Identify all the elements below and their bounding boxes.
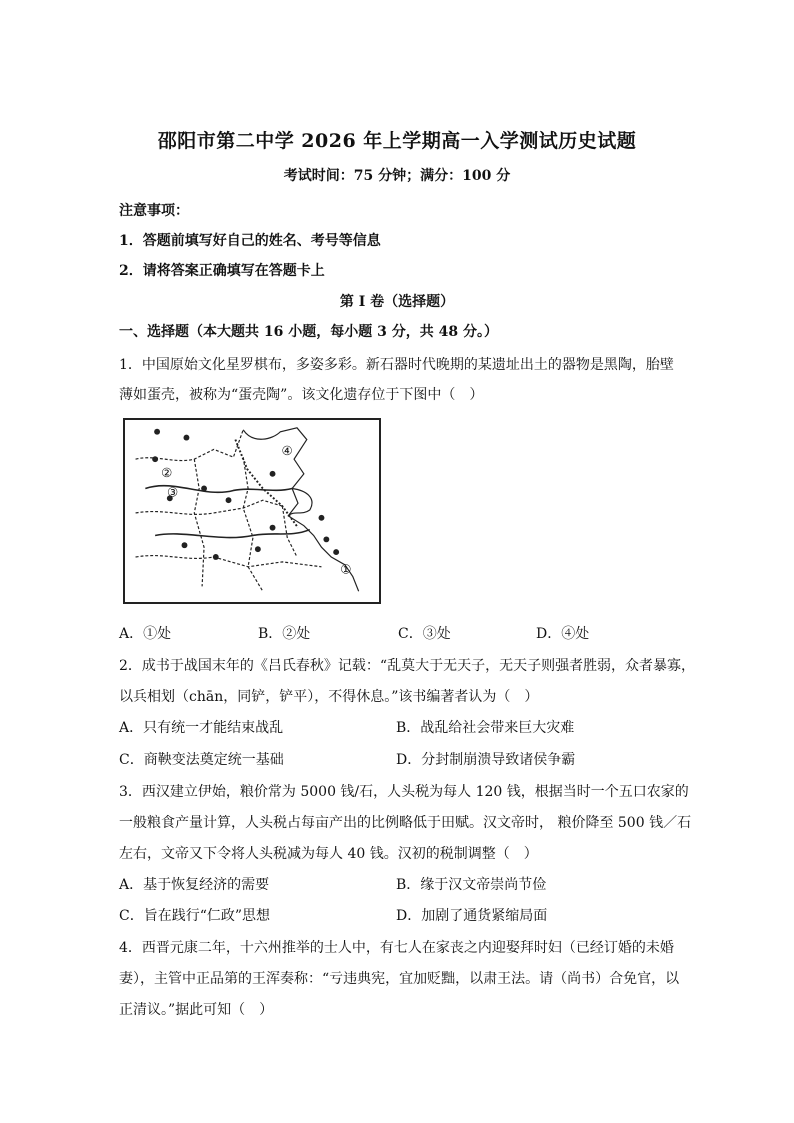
q1-option-a: A．①处 xyxy=(119,626,172,642)
question-4-text: 4．西晋元康二年，十六州推举的士人中，有七人在家丧之内迎娶拜时妇（已经订婚的未婚 xyxy=(119,940,674,956)
map-marker-3: ③ xyxy=(167,484,179,500)
question-1-text: 1．中国原始文化星罗棋布，多姿多彩。新石器时代晚期的某遗址出土的器物是黑陶，胎壁 xyxy=(119,357,674,373)
exam-subtitle: 考试时间：75 分钟；满分：100 分 xyxy=(283,168,511,184)
question-1-text: 薄如蛋壳，被称为“蛋壳陶”。该文化遗存位于下图中（ ） xyxy=(119,387,484,403)
question-4-text: 正清议。”据此可知（ ） xyxy=(119,1002,274,1018)
map-marker-2: ② xyxy=(161,464,173,480)
volume-heading: 第 I 卷（选择题） xyxy=(339,294,455,310)
q3-option-b: B．缘于汉文帝崇尚节俭 xyxy=(396,877,547,893)
q2-option-b: B．战乱给社会带来巨大灾难 xyxy=(396,720,575,736)
notice-heading: 注意事项： xyxy=(119,203,189,219)
section-heading: 一、选择题（本大题共 16 小题，每小题 3 分，共 48 分。） xyxy=(119,324,498,340)
map-graphic xyxy=(125,420,379,602)
q1-option-b: B．②处 xyxy=(258,626,311,642)
exam-title: 邵阳市第二中学 2026 年上学期高一入学测试历史试题 xyxy=(157,130,637,152)
q2-option-a: A．只有统一才能结束战乱 xyxy=(119,720,284,736)
q3-option-c: C．旨在践行“仁政”思想 xyxy=(119,908,271,924)
q3-option-d: D．加剧了通货紧缩局面 xyxy=(396,908,548,924)
map-marker-4: ④ xyxy=(281,443,293,459)
notice-item: 2．请将答案正确填写在答题卡上 xyxy=(119,263,325,279)
q3-option-a: A．基于恢复经济的需要 xyxy=(119,877,270,893)
q2-option-d: D．分封制崩溃导致诸侯争霸 xyxy=(396,752,576,768)
question-4-text: 妻），主管中正品第的王浑奏称：“亏违典宪，宜加贬黜，以肃王法。请（尚书）合免官，以 xyxy=(119,971,680,987)
question-3-text: 3．西汉建立伊始，粮价常为 5000 钱/石，人头税为每人 120 钱，根据当时一个五口农家的 xyxy=(119,784,689,800)
notice-item: 1．答题前填写好自己的姓名、考号等信息 xyxy=(119,233,381,249)
q1-option-c: C．③处 xyxy=(398,626,451,642)
question-3-text: 左右，文帝又下令将人头税减为每人 40 钱。汉初的税制调整（ ） xyxy=(119,846,538,862)
question-2-text: 以兵相划（chān，同铲，铲平），不得休息。”该书编著者认为（ ） xyxy=(119,689,539,705)
neolithic-site-map xyxy=(123,418,381,604)
q1-option-d: D．④处 xyxy=(536,626,590,642)
question-3-text: 一般粮食产量计算，人头税占每亩产出的比例略低于田赋。汉文帝时， 粮价降至 500 钱／石 xyxy=(119,815,692,831)
map-marker-1: ① xyxy=(340,561,352,577)
question-2-text: 2．成书于战国末年的《吕氏春秋》记载：“乱莫大于无天子，无天子则强者胜弱，众者暴寡， xyxy=(119,658,696,674)
q2-option-c: C．商鞅变法奠定统一基础 xyxy=(119,752,284,768)
